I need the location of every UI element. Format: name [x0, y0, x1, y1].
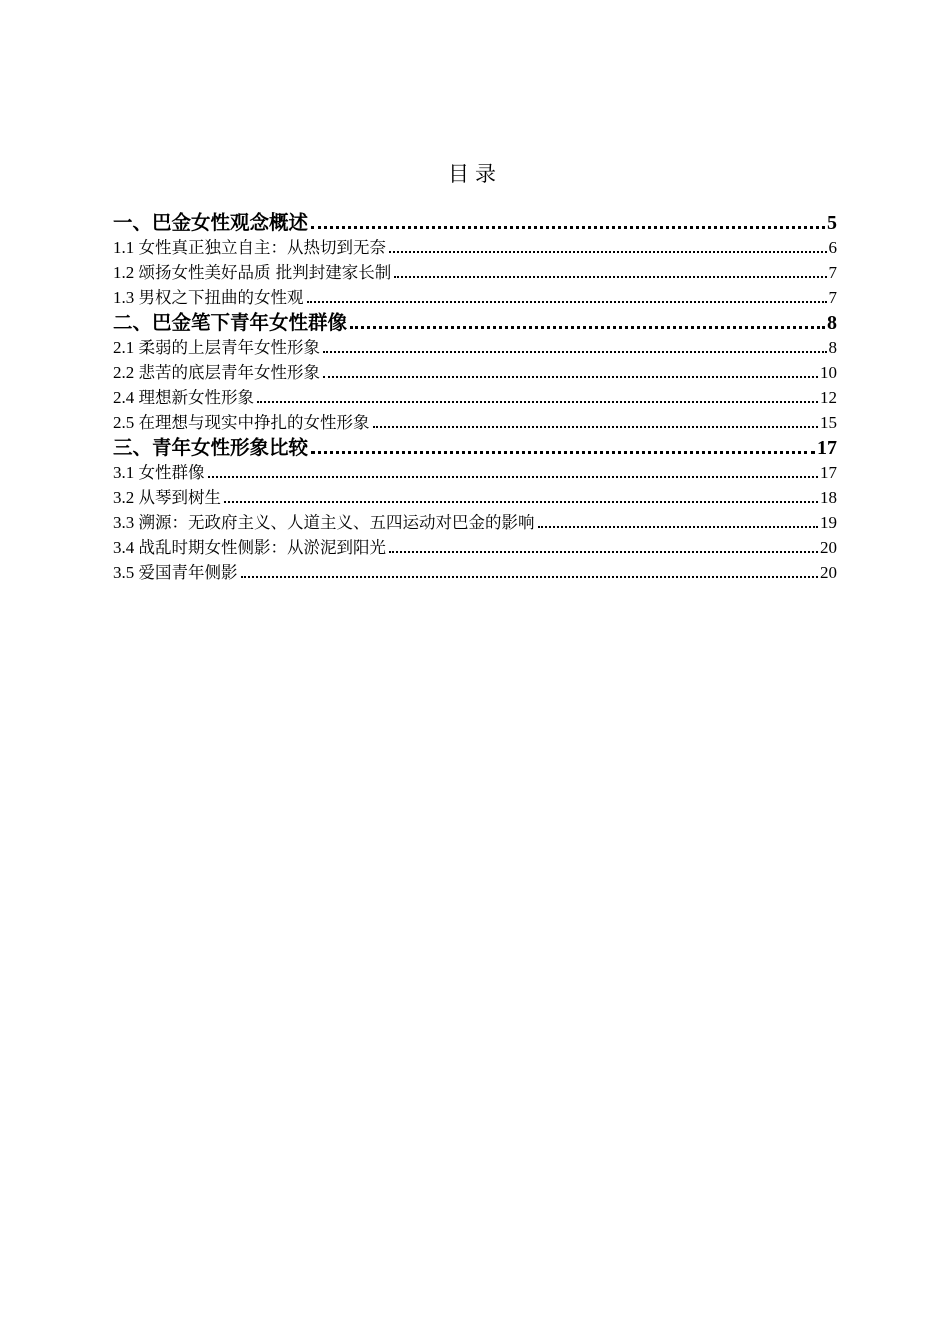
toc-entry-label [113, 235, 386, 260]
toc-entry-number: 3.2 [113, 488, 139, 507]
toc-entry[interactable] [113, 210, 837, 235]
toc-entry-number: 2.1 [113, 338, 139, 357]
toc-entry-label [113, 560, 238, 585]
toc-entry-label [113, 210, 308, 236]
toc-entry[interactable] [113, 310, 837, 335]
toc-entry[interactable] [113, 385, 837, 410]
toc-entry-text: 悲苦的底层青年女性形象 [138, 363, 320, 382]
toc-entry-number: 3.1 [113, 463, 139, 482]
toc-entry-page-number: 10 [820, 363, 837, 382]
toc-entry-page-number: 7 [828, 288, 837, 307]
toc-entry-label [113, 260, 391, 285]
toc-dot-leader [323, 376, 818, 378]
toc-entry-number: 1.3 [113, 288, 139, 307]
toc-entry-number: 1.2 [113, 263, 139, 282]
toc-entry[interactable] [113, 435, 837, 460]
toc-entry-text: 二、巴金笔下青年女性群像 [113, 311, 348, 334]
toc-entry-label [113, 510, 535, 535]
toc-entry-number: 3.5 [113, 563, 139, 582]
toc-entry-label [113, 460, 205, 485]
toc-entry-label [113, 535, 386, 560]
toc-entry-label [113, 360, 320, 385]
toc-entry-number: 3.4 [113, 538, 139, 557]
toc-entry-page-number: 8 [827, 312, 837, 334]
toc-dot-leader [350, 326, 825, 329]
toc-entry-page-number: 18 [820, 488, 837, 507]
toc-entry-text: 战乱时期女性侧影：从淤泥到阳光 [138, 538, 386, 557]
toc-entry-label [113, 310, 347, 336]
toc-entry-page-number: 6 [828, 238, 837, 257]
toc-entry-number: 1.1 [113, 238, 139, 257]
toc-entry-page-number: 17 [820, 463, 837, 482]
toc-entry-text: 理想新女性形象 [138, 388, 254, 407]
toc-entry-text: 从琴到树生 [138, 488, 221, 507]
toc-entry-label [113, 410, 370, 435]
toc-entry-text: 女性真正独立自主：从热切到无奈 [138, 238, 386, 257]
toc-dot-leader [538, 526, 819, 528]
toc-entry-text: 爱国青年侧影 [138, 563, 238, 582]
toc-entry-text: 女性群像 [138, 463, 205, 482]
toc-dot-leader [311, 451, 815, 454]
toc-entry-label [113, 485, 221, 510]
toc-entry-text: 男权之下扭曲的女性观 [138, 288, 304, 307]
toc-dot-leader [241, 576, 819, 578]
toc-title: 目录 [448, 162, 502, 186]
toc-entry-page-number: 12 [820, 388, 837, 407]
toc-entry[interactable] [113, 410, 837, 435]
toc-entry-page-number: 5 [827, 212, 837, 234]
toc-dot-leader [323, 351, 827, 353]
toc-entry-label [113, 335, 320, 360]
toc-entry[interactable] [113, 485, 837, 510]
toc-entry-number: 2.5 [113, 413, 139, 432]
toc-entry-page-number: 17 [817, 437, 837, 459]
toc-dot-leader [373, 426, 819, 428]
toc-entry-page-number: 7 [828, 263, 837, 282]
toc-dot-leader [257, 401, 818, 403]
toc-entry-text: 柔弱的上层青年女性形象 [138, 338, 320, 357]
toc-entry-text: 在理想与现实中挣扎的女性形象 [138, 413, 370, 432]
toc-entry-text: 溯源：无政府主义、人道主义、五四运动对巴金的影响 [138, 513, 535, 532]
toc-entry-label [113, 435, 308, 461]
toc-entry[interactable] [113, 560, 837, 585]
toc-dot-leader [389, 551, 818, 553]
toc-dot-leader [224, 501, 818, 503]
toc-entry-text: 颂扬女性美好品质 批判封建家长制 [138, 263, 392, 282]
toc-dot-leader [389, 251, 827, 253]
toc-entry[interactable] [113, 460, 837, 485]
toc-dot-leader [208, 476, 819, 478]
toc-entry[interactable] [113, 360, 837, 385]
toc-entry-page-number: 19 [820, 513, 837, 532]
toc-entry-page-number: 20 [820, 563, 837, 582]
toc-entry-label [113, 385, 254, 410]
toc-dot-leader [394, 276, 826, 278]
toc-entry[interactable] [113, 535, 837, 560]
toc-dot-leader [311, 226, 825, 229]
toc-entry-number: 2.4 [113, 388, 139, 407]
toc-entry-number: 2.2 [113, 363, 139, 382]
toc-entry-page-number: 15 [820, 413, 837, 432]
toc-entry-page-number: 8 [828, 338, 837, 357]
toc-entry[interactable] [113, 260, 837, 285]
toc-entry-page-number: 20 [820, 538, 837, 557]
toc-entry-label [113, 285, 304, 310]
toc-entry-number: 3.3 [113, 513, 139, 532]
toc-dot-leader [307, 301, 827, 303]
toc-entry[interactable] [113, 510, 837, 535]
toc-entry[interactable] [113, 285, 837, 310]
toc-entry-text: 三、青年女性形象比较 [113, 436, 309, 459]
toc-entry[interactable] [113, 335, 837, 360]
toc-entry-text: 一、巴金女性观念概述 [113, 211, 309, 234]
toc-entry[interactable] [113, 235, 837, 260]
toc-list [113, 210, 837, 585]
